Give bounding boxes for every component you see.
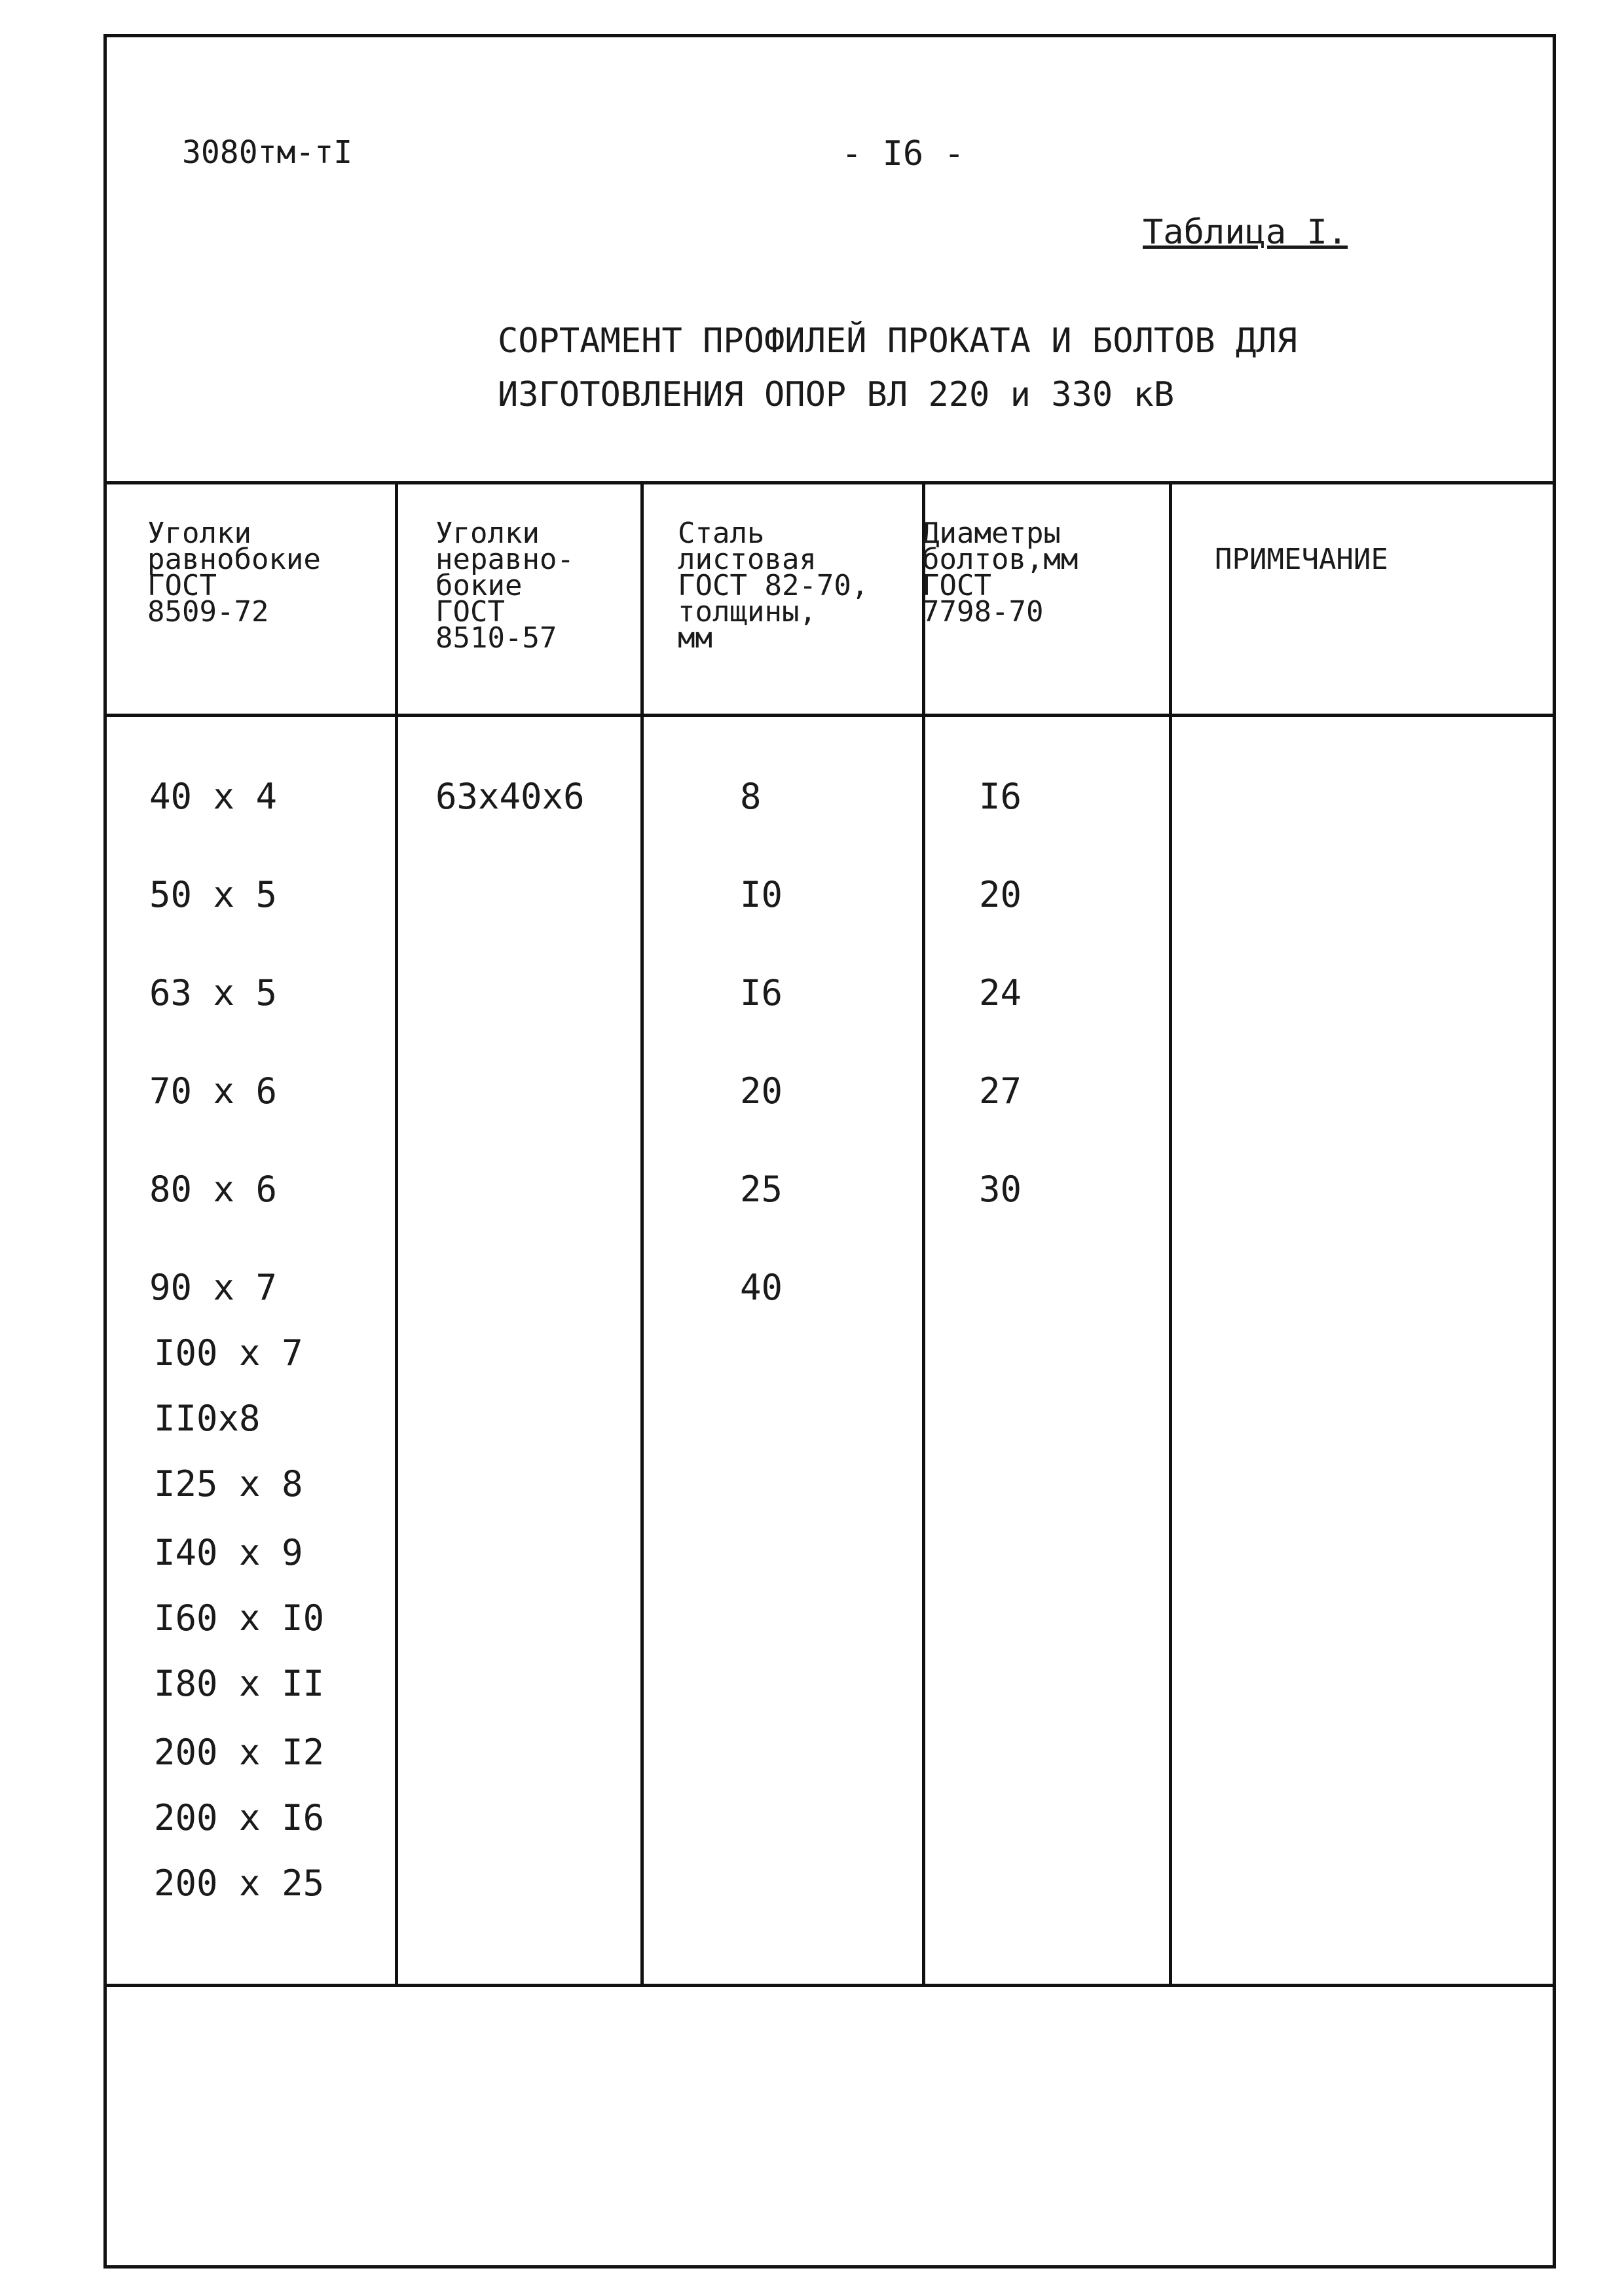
table-cell: I80 x II <box>154 1663 325 1704</box>
table-bottom-rule <box>107 1984 1553 1987</box>
table-header-rule <box>107 714 1553 717</box>
table-cell: 80 x 6 <box>149 1169 278 1210</box>
table-cell: I6 <box>740 972 783 1013</box>
table-cell: 90 x 7 <box>149 1267 278 1308</box>
table-cell: 50 x 5 <box>149 874 278 915</box>
document-code: 3080тм-тI <box>182 134 353 171</box>
table-cell: 24 <box>979 972 1022 1013</box>
table-top-rule <box>107 481 1553 484</box>
table-cell: I00 x 7 <box>154 1332 303 1374</box>
column-divider <box>395 481 398 1984</box>
column-divider <box>1169 481 1172 1984</box>
table-cell: 200 x I6 <box>154 1797 325 1838</box>
table-cell: 20 <box>979 874 1022 915</box>
table-cell: 40 x 4 <box>149 776 278 817</box>
table-cell: I25 x 8 <box>154 1463 303 1504</box>
table-cell: 63x40x6 <box>435 776 585 817</box>
table-label: Таблица I. <box>1143 213 1348 252</box>
page-number: - I6 - <box>841 134 965 173</box>
column-divider <box>922 481 925 1984</box>
table-cell: 8 <box>740 776 762 817</box>
table-cell: I60 x I0 <box>154 1597 325 1639</box>
column-divider <box>640 481 644 1984</box>
table-cell: 25 <box>740 1169 783 1210</box>
table-cell: 70 x 6 <box>149 1070 278 1112</box>
table-cell: 20 <box>740 1070 783 1112</box>
table-cell: 63 x 5 <box>149 972 278 1013</box>
document-title: СОРТАМЕНТ ПРОФИЛЕЙ ПРОКАТА И БОЛТОВ ДЛЯ ИЗГОТОВЛЕНИЯ ОПОР ВЛ 220 и 330 кВ <box>498 321 1297 414</box>
table-cell: I40 x 9 <box>154 1532 303 1573</box>
table-cell: I0 <box>740 874 783 915</box>
table-cell: 40 <box>740 1267 783 1308</box>
table-cell: 200 x I2 <box>154 1732 325 1773</box>
column-header-bolt-diameters: Диаметры болтов,мм ГОСТ 7798-70 <box>922 517 1079 629</box>
table-cell: 27 <box>979 1070 1022 1112</box>
column-header-notes: ПРИМЕЧАНИЕ <box>1215 543 1388 576</box>
column-header-sheet-steel: Сталь листовая ГОСТ 82-70, толщины, мм <box>678 517 869 655</box>
column-header-unequal-angles: Уголки неравно- бокие ГОСТ 8510-57 <box>435 517 574 655</box>
page-bottom-rule <box>103 2265 1556 2269</box>
table-cell: I6 <box>979 776 1022 817</box>
table-cell: II0x8 <box>154 1398 261 1439</box>
column-header-equal-angles: Уголки равнобокие ГОСТ 8509-72 <box>147 517 321 629</box>
table-cell: 200 x 25 <box>154 1863 325 1904</box>
table-cell: 30 <box>979 1169 1022 1210</box>
